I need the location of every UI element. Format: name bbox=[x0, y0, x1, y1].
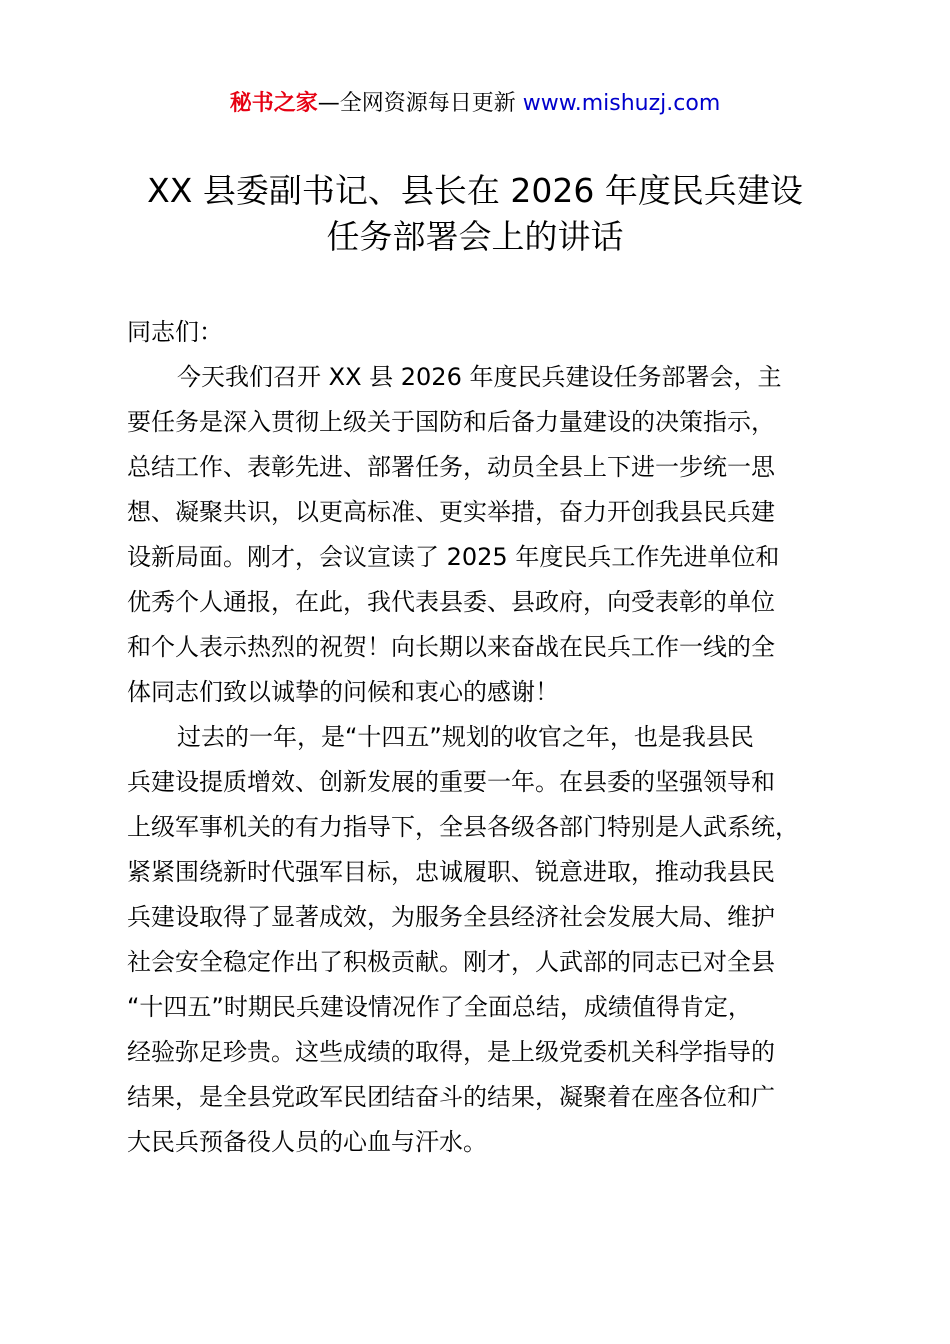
salutation-text: 同志们： bbox=[127, 318, 223, 346]
paragraph-line: 总结工作、表彰先进、部署任务，动员全县上下进一步统一思 bbox=[127, 453, 775, 481]
paragraph-line: “十四五”时期民兵建设情况作了全面总结，成绩值得肯定， bbox=[127, 993, 752, 1021]
paragraph-line: 结果，是全县党政军民团结奋斗的结果，凝聚着在座各位和广 bbox=[127, 1083, 775, 1111]
paragraph-line: 和个人表示热烈的祝贺！向长期以来奋战在民兵工作一线的全 bbox=[127, 633, 775, 661]
paragraph-line: 上级军事机关的有力指导下，全县各级各部门特别是人武系统， bbox=[127, 813, 799, 841]
title-line-1: XX 县委副书记、县长在 2026 年度民兵建设 bbox=[147, 171, 803, 210]
paragraph-line: 要任务是深入贯彻上级关于国防和后备力量建设的决策指示， bbox=[127, 408, 775, 436]
paragraph-line: 优秀个人通报，在此，我代表县委、县政府，向受表彰的单位 bbox=[127, 588, 775, 616]
site-header bbox=[0, 88, 950, 120]
paragraph-line: 过去的一年，是“十四五”规划的收官之年，也是我县民 bbox=[177, 723, 754, 751]
paragraph-line: 体同志们致以诚挚的问候和衷心的感谢！ bbox=[127, 678, 559, 706]
paragraph-2 bbox=[127, 715, 837, 1165]
header-tagline: —全网资源每日更新 bbox=[317, 91, 523, 116]
title-line-2: 任务部署会上的讲话 bbox=[326, 217, 624, 256]
paragraph-line: 大民兵预备役人员的心血与汗水。 bbox=[127, 1128, 487, 1156]
document-body bbox=[127, 310, 837, 1165]
document-title bbox=[60, 168, 890, 260]
paragraph-line: 今天我们召开 XX 县 2026 年度民兵建设任务部署会，主 bbox=[177, 363, 782, 391]
salutation bbox=[127, 310, 837, 355]
paragraph-line: 兵建设提质增效、创新发展的重要一年。在县委的坚强领导和 bbox=[127, 768, 775, 796]
brand-name: 秘书之家 bbox=[229, 91, 318, 116]
paragraph-line: 想、凝聚共识，以更高标准、更实举措，奋力开创我县民兵建 bbox=[127, 498, 775, 526]
paragraph-line: 社会安全稳定作出了积极贡献。刚才，人武部的同志已对全县 bbox=[127, 948, 775, 976]
paragraph-line: 兵建设取得了显著成效，为服务全县经济社会发展大局、维护 bbox=[127, 903, 775, 931]
site-url-link[interactable]: www.mishuzj.com bbox=[522, 91, 721, 116]
paragraph-1 bbox=[127, 355, 837, 715]
paragraph-line: 设新局面。刚才，会议宣读了 2025 年度民兵工作先进单位和 bbox=[127, 543, 780, 571]
paragraph-line: 经验弥足珍贵。这些成绩的取得，是上级党委机关科学指导的 bbox=[127, 1038, 775, 1066]
paragraph-line: 紧紧围绕新时代强军目标，忠诚履职、锐意进取，推动我县民 bbox=[127, 858, 775, 886]
